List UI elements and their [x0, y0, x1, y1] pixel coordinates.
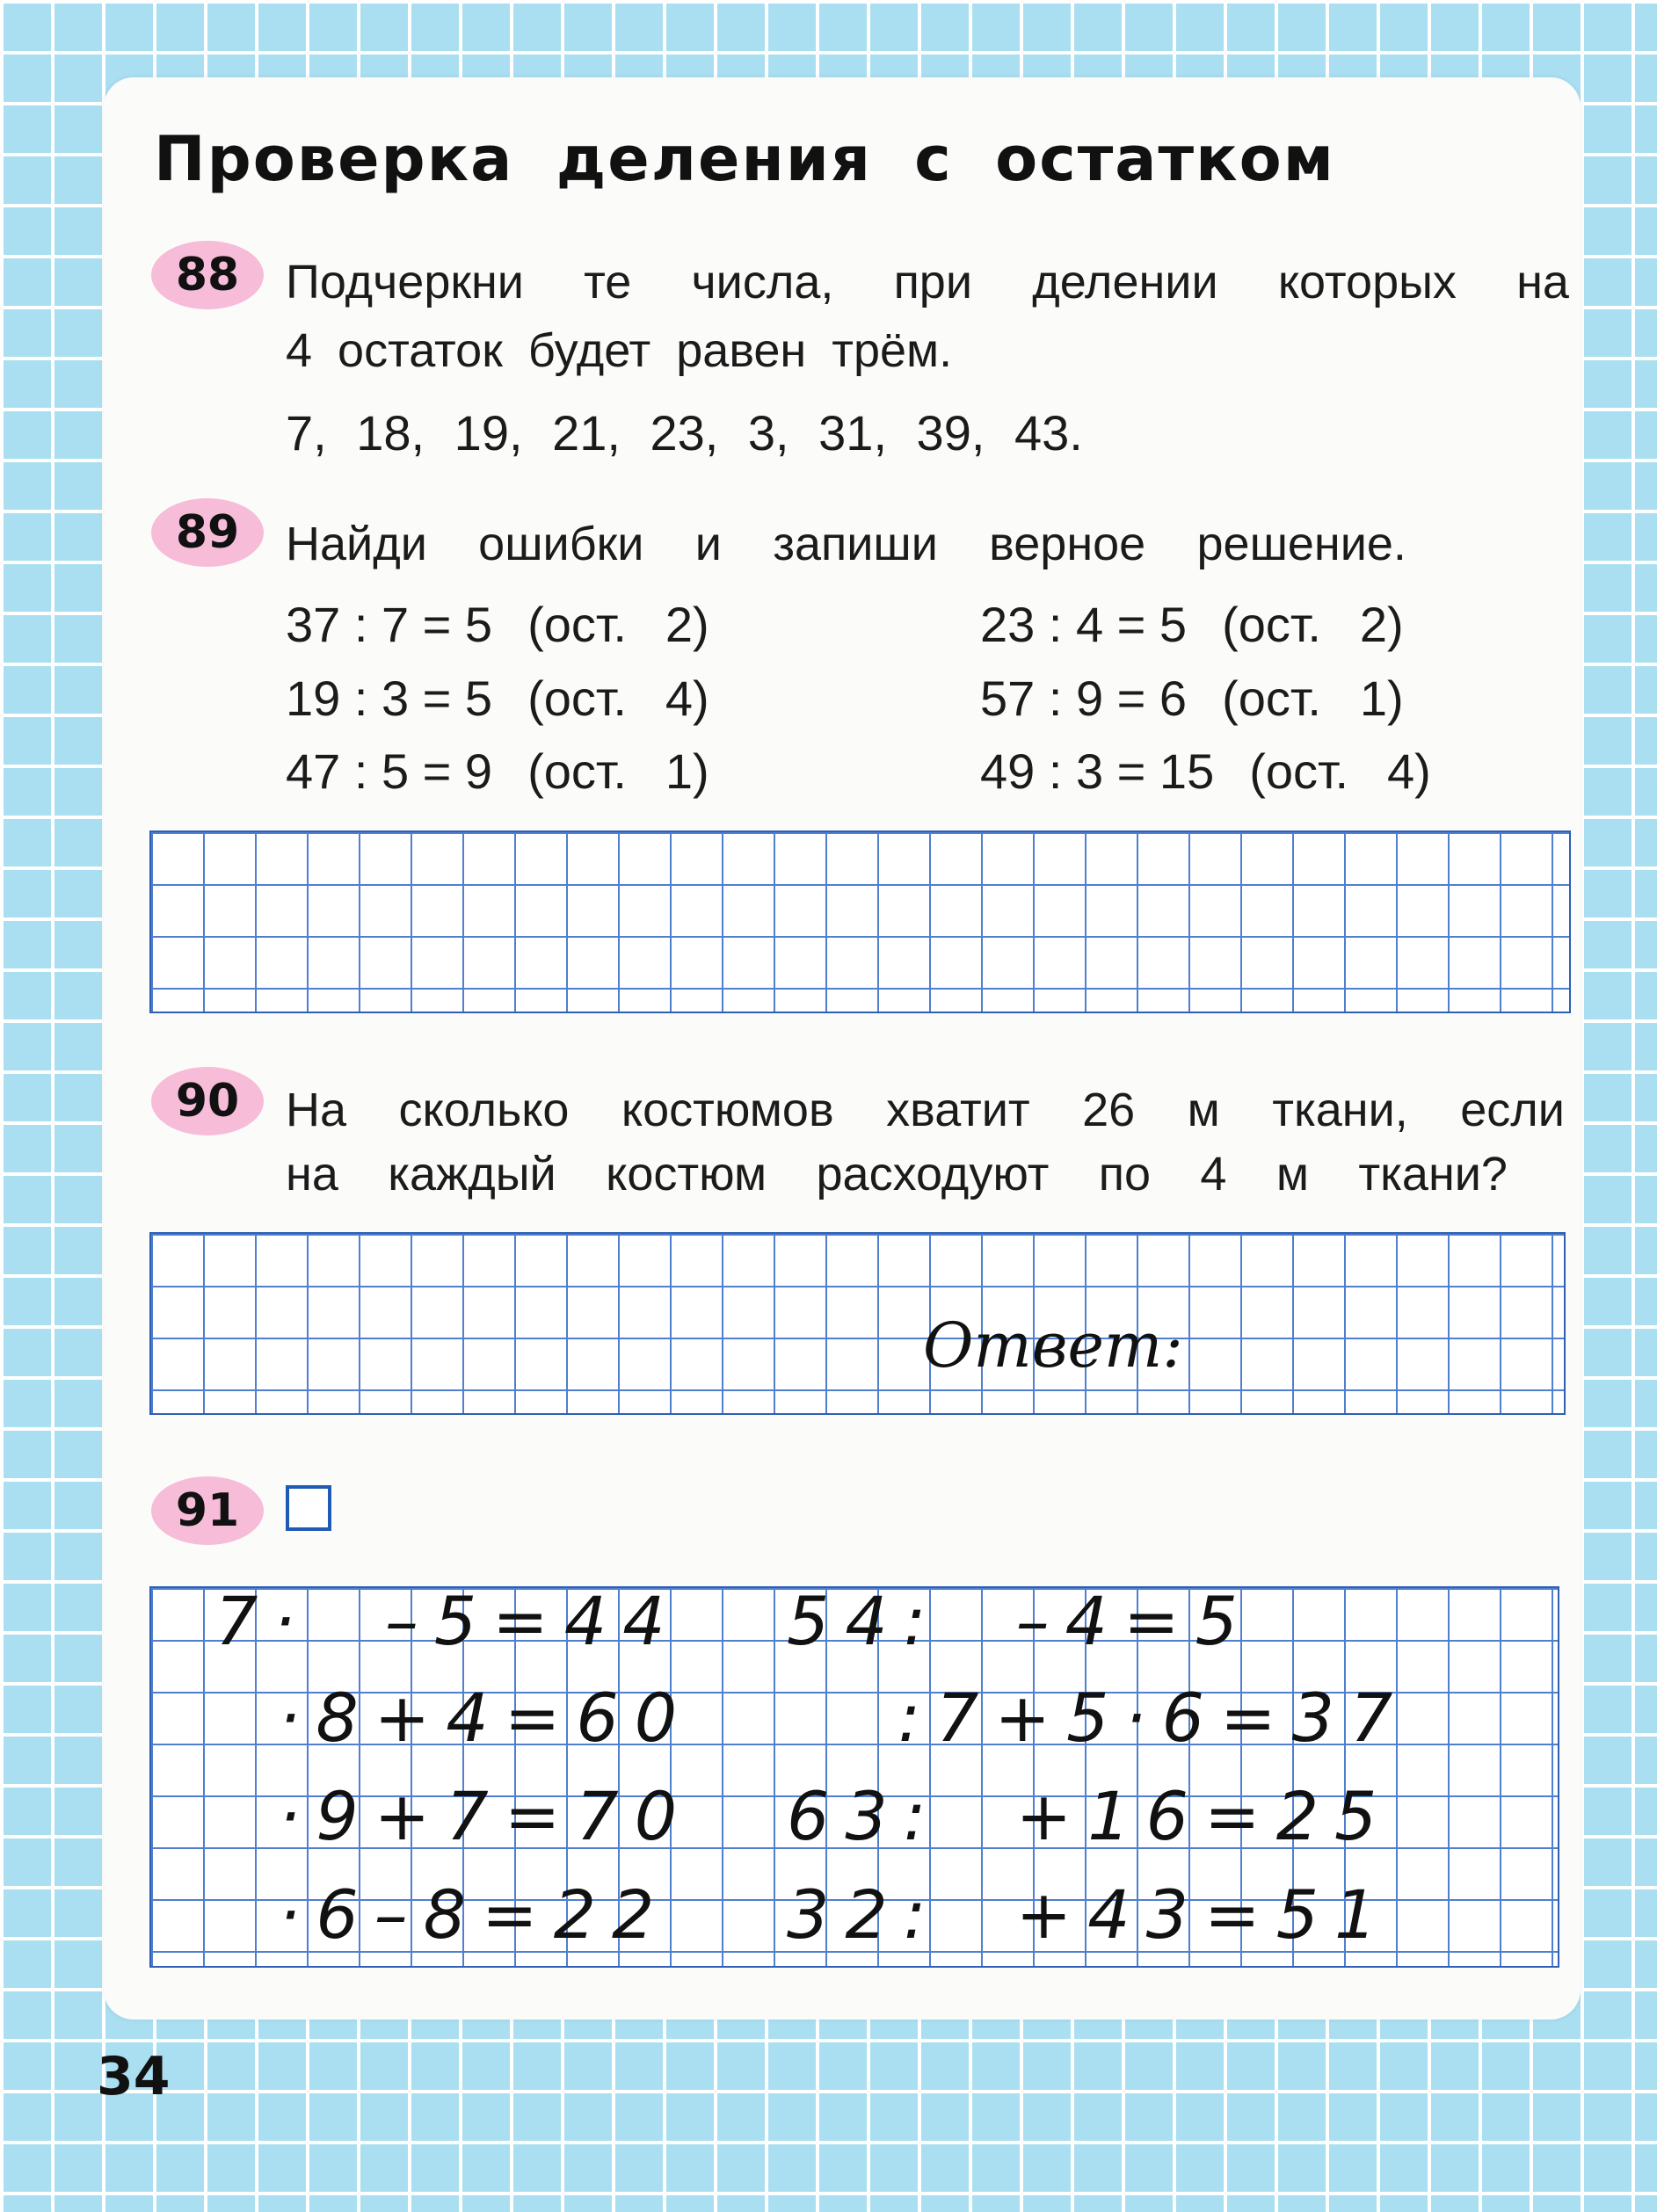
- task-89-answer-grid[interactable]: [149, 830, 1571, 1013]
- task-89-equation-left-2: 19 : 3 = 5 (ост. 4): [286, 671, 709, 726]
- task-89-badge: 89: [151, 498, 264, 567]
- task-89-equation-left-3: 47 : 5 = 9 (ост. 1): [286, 743, 709, 799]
- task-88-text-line-2: 4 остаток будет равен трём.: [286, 324, 953, 377]
- task-90-badge: 90: [151, 1067, 264, 1135]
- page-title: Проверка деления с остатком: [154, 123, 1335, 195]
- task-91-right-row-2: :7+5·6=37: [787, 1679, 1409, 1757]
- task-90-answer-grid[interactable]: [149, 1232, 1566, 1415]
- task-89-prompt: Найди ошибки и запиши верное решение.: [286, 518, 1406, 570]
- task-91-right-row-1: 54: –4=5: [787, 1582, 1254, 1660]
- task-90-text-line-2: на каждый костюм расходуют по 4 м ткани?: [286, 1148, 1508, 1200]
- task-91-right-row-3: 63: +16=25: [787, 1777, 1393, 1855]
- task-89-equation-right-1: 23 : 4 = 5 (ост. 2): [980, 597, 1404, 652]
- task-89-equation-right-2: 57 : 9 = 6 (ост. 1): [980, 671, 1404, 726]
- task-91-left-row-3: ·9+7=70: [242, 1777, 694, 1855]
- task-91-badge: 91: [151, 1476, 264, 1545]
- task-88-number-list: 7, 18, 19, 21, 23, 3, 31, 39, 43.: [286, 405, 1083, 461]
- task-89-equation-left-1: 37 : 7 = 5 (ост. 2): [286, 597, 709, 652]
- task-91-left-row-2: ·8+4=60: [242, 1679, 694, 1757]
- task-91-left-row-4: ·6–8=22: [242, 1875, 671, 1954]
- task-91-left-row-1: 7· –5=44: [215, 1582, 681, 1660]
- page-number: 34: [97, 2046, 171, 2107]
- task-88-text-line-1: Подчеркни те числа, при делении которых на: [286, 256, 1569, 308]
- task-88-badge: 88: [151, 241, 264, 309]
- task-90-text-line-1: На сколько костюмов хватит 26 м ткани, если: [286, 1084, 1565, 1136]
- task-91-right-row-4: 32: +43=51: [787, 1875, 1393, 1954]
- task-89-equation-right-3: 49 : 3 = 15 (ост. 4): [980, 743, 1431, 799]
- task-90-answer-label: Ответ:: [923, 1309, 1183, 1382]
- task-91-checkbox[interactable]: [286, 1485, 331, 1531]
